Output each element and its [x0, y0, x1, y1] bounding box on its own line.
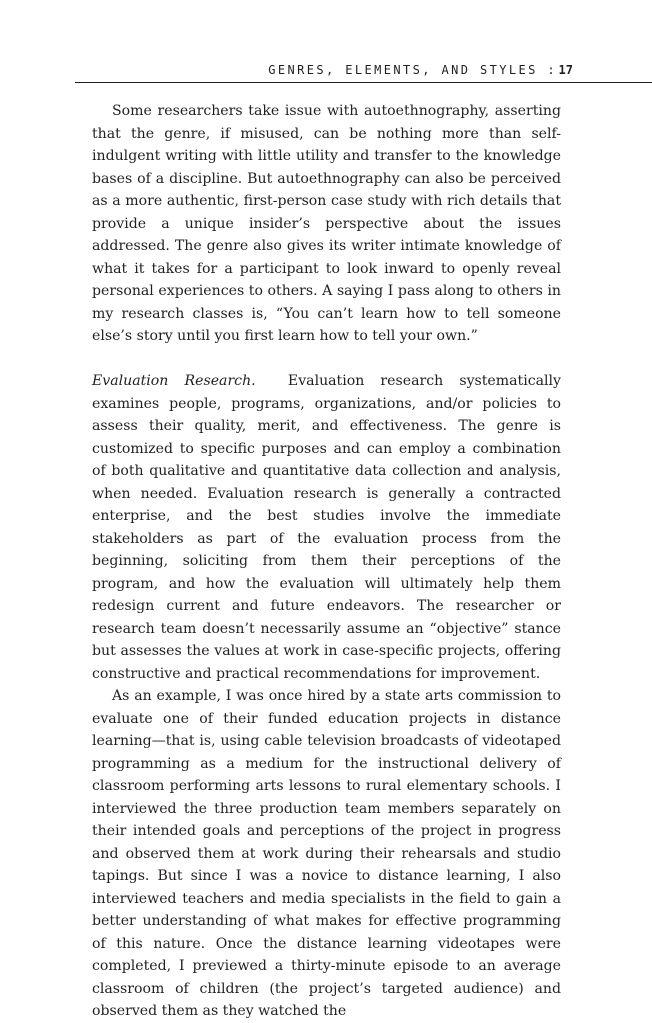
paragraph-evaluation-text: Evaluation research systematically examines people, programs, organizations, and/or policies to assess their quality, merit, and effectiveness. The genre is customized to specific purposes and can employ a combination of both qualitative and quantitative data collection and analysis, when needed. Evaluation research is generally a contracted enterprise, and the best studies involve the immediate stakeholders as part of the evaluation process from the beginning, soliciting from them their perceptions of the program, and how the evaluation will ultimately help them redesign current and future endeavors. The researcher or research team doesn’t necessarily assume an “objective” stance but assesses the values at work in case-specific projects, offering constructive and practical recommendations for improvement.	[92, 373, 561, 682]
paragraph-example: As an example, I was once hired by a state arts commission to evaluate one of their funded education projects in distance learning—that is, using cable television broadcasts of videotaped programming as a medium for the instructional delivery of classroom performing arts lessons to rural elementary schools. I interviewed the three production team members separately on their intended goals and perceptions of the project in progress and observed them at work during their rehearsals and studio tapings. But since I was a novice to distance learning, I also interviewed teachers and media specialists in the field to gain a better understanding of what makes for effective programming of this nature. Once the distance learning videotapes were completed, I previewed a thirty-minute episode to an average classroom of children (the project’s targeted audience) and observed them as they watched the	[92, 688, 561, 1019]
run-in-heading: Evaluation Research.	[92, 373, 256, 389]
paragraph-autoethnography: Some researchers take issue with autoethnography, asserting that the genre, if misused, can be nothing more than self-indulgent writing with little utility and transfer to the knowledge bases of a discipline. But autoethnography can also be perceived as a more authentic, first-person case study with rich details that provide a unique insider’s perspective about the issues addressed. The genre also gives its writer intimate knowledge of what it takes for a participant to look inward to openly reveal personal experiences to others. A saying I pass along to others in my research classes is, “You can’t learn how to tell someone else’s story until you first learn how to tell your own.”	[92, 103, 561, 344]
paragraph-evaluation-research	[92, 370, 561, 685]
body-text	[92, 100, 561, 1023]
header-rule	[75, 82, 652, 83]
running-head	[0, 62, 652, 86]
running-head-title: GENRES, ELEMENTS, AND STYLES :	[268, 63, 557, 77]
page-number: 17	[558, 63, 573, 77]
